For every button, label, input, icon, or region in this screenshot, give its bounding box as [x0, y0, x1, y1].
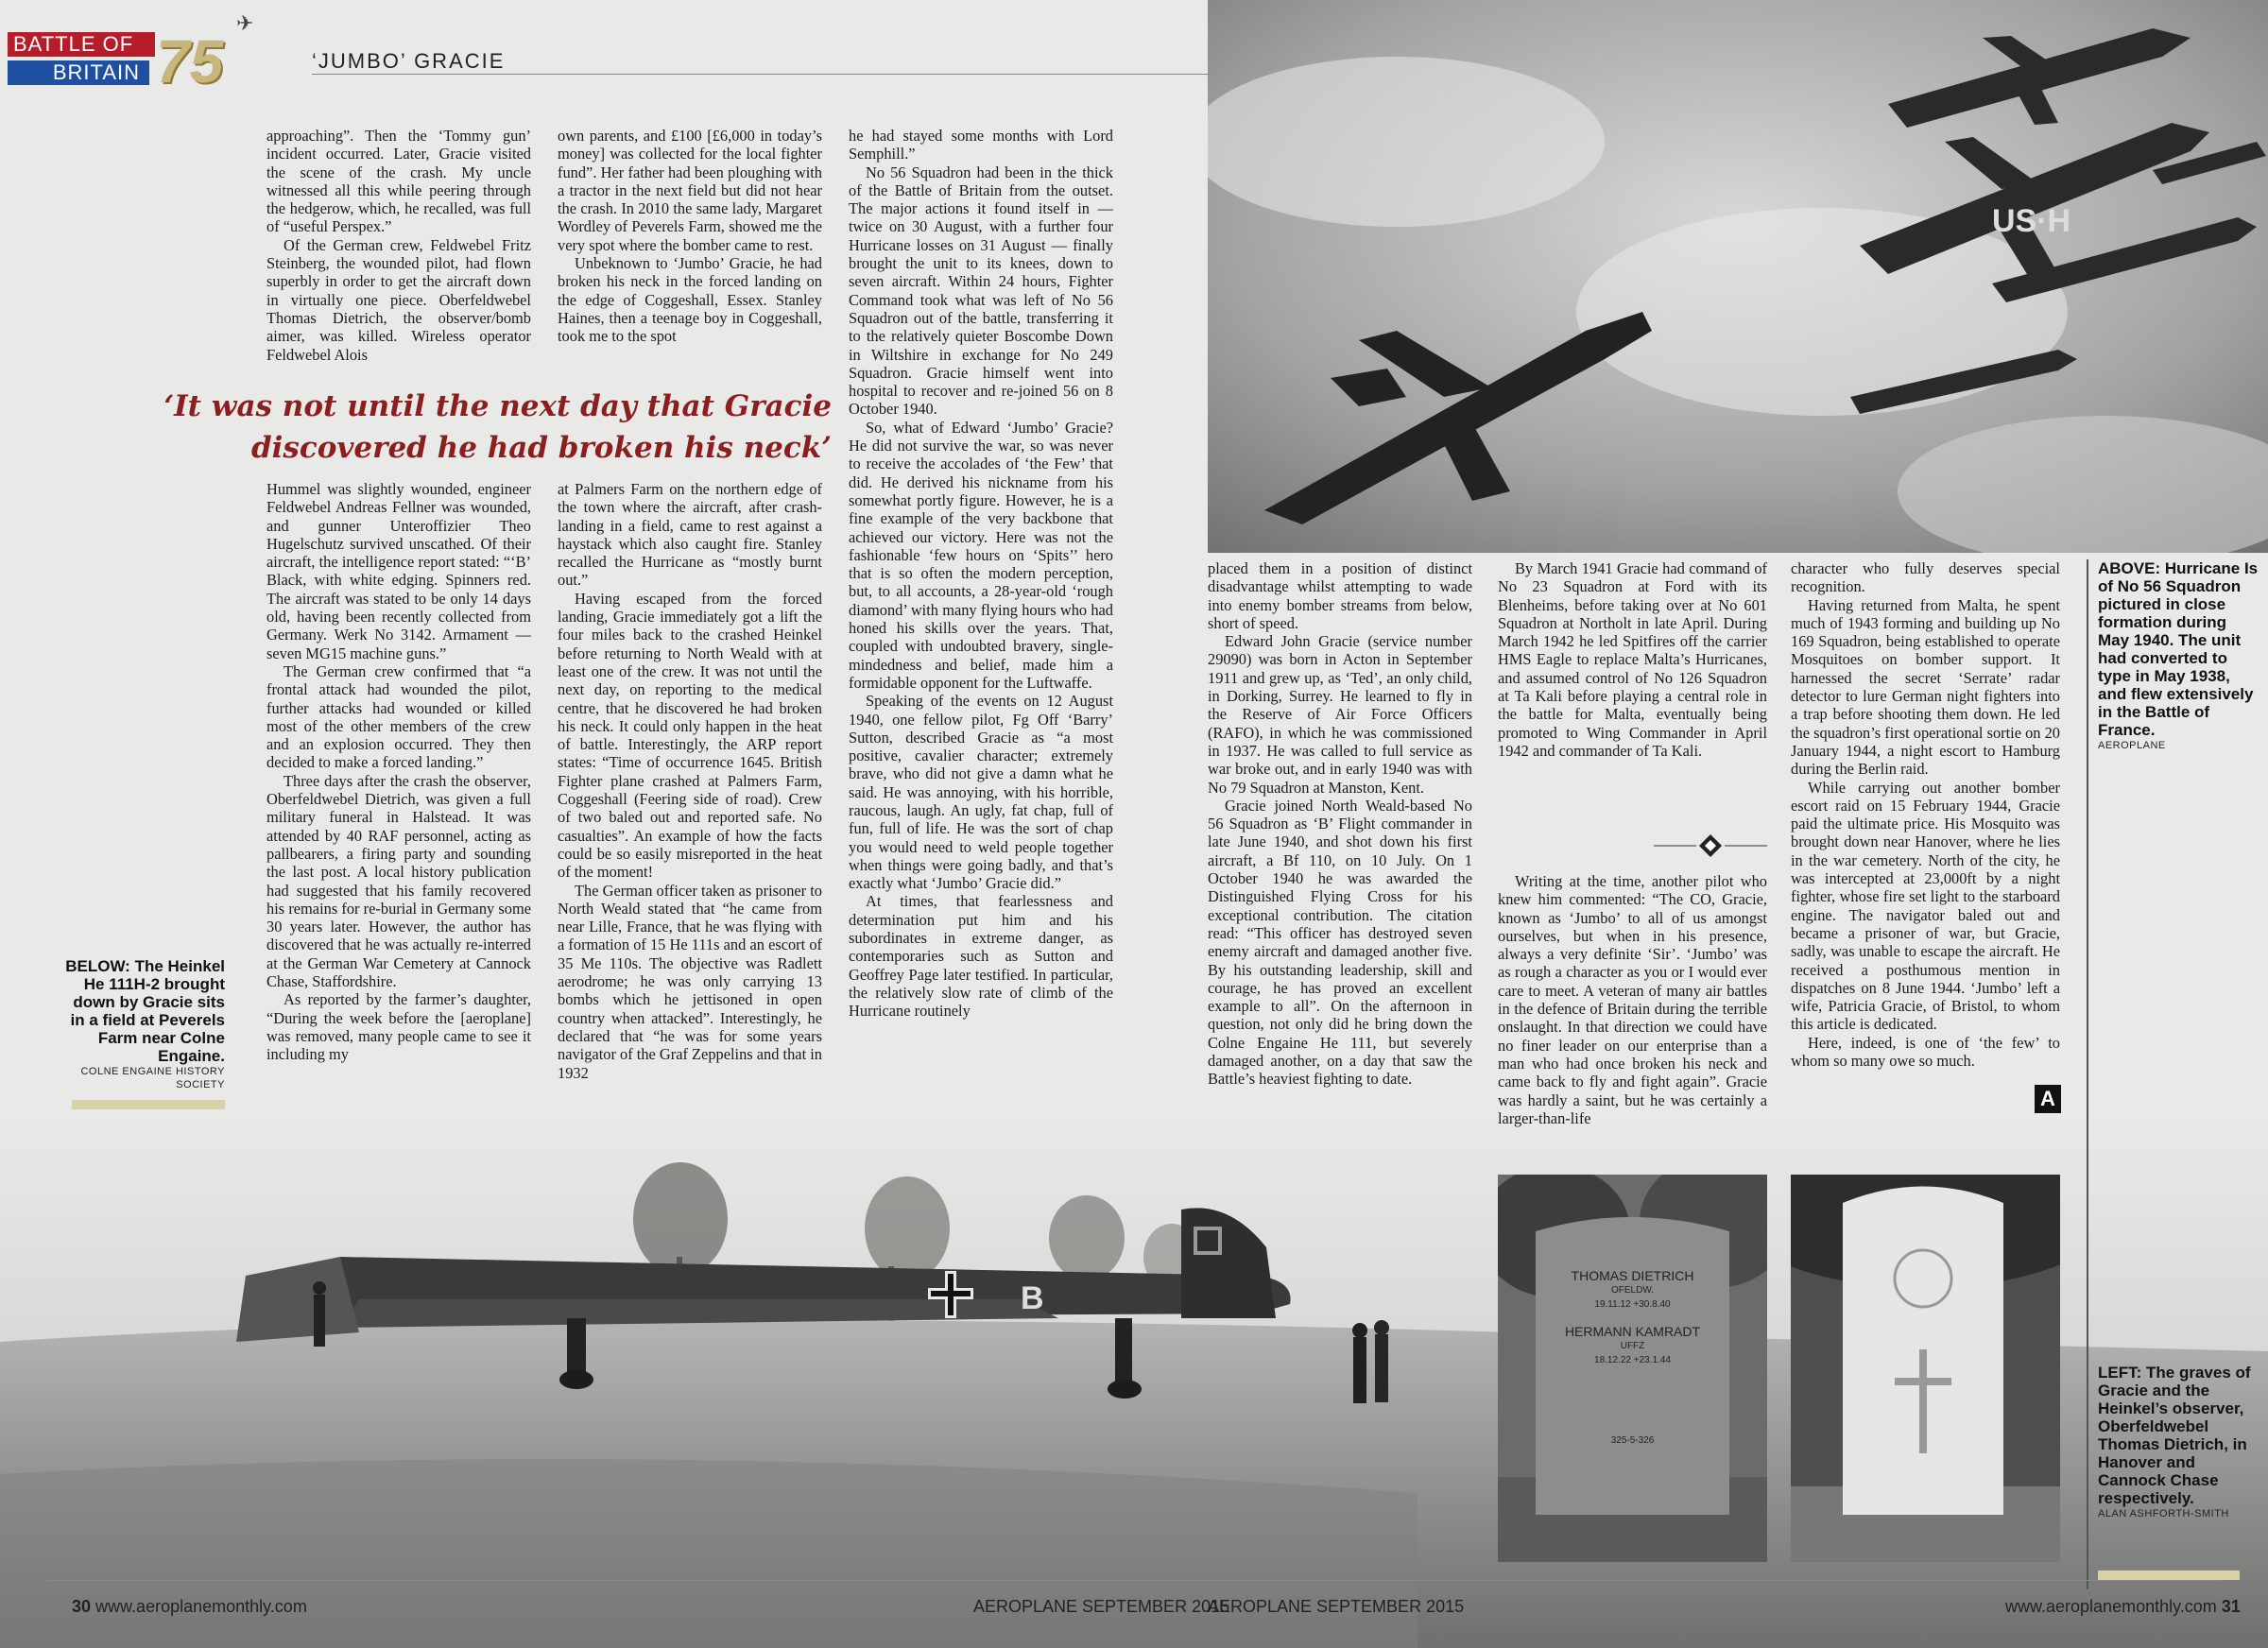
article-paragraph: By March 1941 Gracie had command of No 23 Squadron at Ford with its Blenheims, before taking over at No 601 Squadron at Northolt in late April. During March 1942 he led Spitfires off the carrier HMS Eagle to replace Malta’s Hurricanes, and assumed control of No 126 Squadron at Ta Kali before playing a central role in the battle for Malta, eventually being promoted to Wing Commander in April 1942 and commander of Ta Kali.	[1498, 559, 1767, 760]
article-paragraph: Speaking of the events on 12 August 1940, one fellow pilot, Fg Off ‘Barry’ Sutton, described Gracie as “a most positive, cavalier character; extremely brave, who did not give a damn what he said. He was annoying, with his horrible, raucous, laugh. An ugly, fat chap, full of fun, full of life. He was the sort of chap you would need to weld people together when things were going badly, and that’s exactly what ‘Jumbo’ Gracie did.”	[849, 692, 1113, 893]
article-paragraph: So, what of Edward ‘Jumbo’ Gracie? He did not survive the war, so was never to receive the accolades of ‘the Few’ that did. He derived his nickname from his somewhat portly figure. However, he is a fine example of the very backbone that achieved our victory. Here was not the fashionable ‘few hours on ‘Spits’’ hero that is so often the modern perception, but, to all accounts, a 28-year-old ‘rough diamond’ with many flying hours who had honed his skills over the years. That, coupled with undoubted bravery, single-mindedness and belief, made him a formidable opponent for the Luftwaffe.	[849, 418, 1113, 692]
banner-line-2: BRITAIN	[8, 60, 149, 85]
grave-ref: 325-5-326	[1610, 1435, 1655, 1446]
article-paragraph: The German officer taken as prisoner to North Weald stated that “he came from near Lille, France, that he was flying with a formation of 15 He 111s and an escort of 35 Me 110s. The objective was Radlett aerodrome; he was only carrying 13 bombs which he jettisoned in open country when attacked”. Interestingly, he declared that “he was for some years navigator of the Graf Zeppelins and that in 1932	[558, 881, 822, 1082]
article-paragraph: approaching”. Then the ‘Tommy gun’ incident occurred. Later, Gracie visited the scene of the crash. My uncle witnessed all this while peering through the hedgerow, which, he recalled, was full of “useful Perspex.”	[266, 127, 531, 236]
caption-below-credit: COLNE ENGAINE HISTORY SOCIETY	[80, 1066, 225, 1090]
column-5-bottom	[1498, 872, 1767, 1127]
dietrich-grave-photo	[1498, 1175, 1767, 1562]
caption-above-lead: ABOVE:	[2098, 559, 2161, 577]
grave-name-2: HERMANN KAMRADT	[1564, 1324, 1701, 1339]
caption-left-text: The graves of Gracie and the Heinkel’s observer, Oberfeldwebel Thomas Dietrich, in Hanover and Cannock Chase respectively.	[2098, 1364, 2251, 1507]
end-of-article-icon: A	[2035, 1085, 2061, 1113]
footer-issue-left: AEROPLANE SEPTEMBER 2015	[973, 1597, 1230, 1616]
article-paragraph: The German crew confirmed that “a frontal attack had wounded the pilot, further attacks had wounded or killed most of the other members of the crew and an explosion occurred. They then decided to make a forced landing.”	[266, 661, 531, 772]
article-paragraph: Writing at the time, another pilot who knew him commented: “The CO, Gracie, known as ‘Jumbo’ to all of us amongst ourselves, but when in his presence, always a very definite ‘Sir’. ‘Jumbo’ was as rough a character as you or I would ever care to meet. A veteran of many air battles in the defence of Britain during the terrible onslaught. In that direction we could have no finer leader on our enterprise than a man who had once broken his neck and came back to fly and fight again”. Gracie was hardly a saint, but he was certainly a larger-than-life	[1498, 872, 1767, 1127]
svg-text:US·H: US·H	[1992, 203, 2071, 239]
caption-left-bar	[2098, 1571, 2240, 1580]
hurricane-image	[1208, 0, 2268, 553]
article-paragraph: While carrying out another bomber escort raid on 15 February 1944, Gracie paid the ultimate price. His Mosquito was brought down near Hanover, where he lies in the war cemetery. North of the city, he was intercepted at 23,000ft by a night fighter, whose fire set light to the starboard engine. The navigator baled out and became a prisoner of war, but Gracie, sadly, was unable to escape the aircraft. He received a posthumous mention in dispatches on 8 June 1944. ‘Jumbo’ left a wife, Patricia Gracie, of Bristol, to whom this article is dedicated.	[1791, 778, 2060, 1034]
caption-below	[57, 957, 225, 1091]
column-2-bottom	[558, 480, 822, 1082]
article-paragraph: As reported by the farmer’s daughter, “During the week before the [aeroplane] was removed, many people came to see it including my	[266, 990, 531, 1064]
article-paragraph: Of the German crew, Feldwebel Fritz Steinberg, the wounded pilot, had flown superbly in order to get the aircraft down in virtually one piece. Oberfeldwebel Thomas Dietrich, the observer/bomb aimer, was killed. Wireless operator Feldwebel Alois	[266, 235, 531, 364]
footer-rule	[47, 1580, 2221, 1581]
diamond-divider-icon	[1654, 832, 1767, 860]
banner-line-1: BATTLE OF	[8, 32, 155, 57]
article-paragraph: Hummel was slightly wounded, engineer Feldwebel Andreas Fellner was wounded, and gunner Unteroffizier Theo Hugelschutz survived unscathed. Of their aircraft, the intelligence report stated: “‘B’ Black, with white edging. Spinners red. The aircraft was stated to be only 14 days old, having been recently collected from Germany. Werk No 3142. Armament — seven MG15 machine guns.”	[266, 480, 531, 662]
grave-rank-2: UFFZ	[1620, 1341, 1645, 1351]
footer-url-right: www.aeroplanemonthly.com	[2005, 1597, 2217, 1616]
grave-dates: 19.11.12 +30.8.40	[1594, 1299, 1671, 1310]
column-6	[1791, 559, 2060, 1070]
banner-number: 75	[156, 27, 224, 95]
battle-of-britain-75-banner	[0, 11, 254, 95]
article-paragraph: At times, that fearlessness and determination put him and his subordinates in extreme danger, as contemporaries such as Sutton and Geoffrey Page later testified. In particular, the relatively slow rate of climb of the Hurricane routinely	[849, 892, 1113, 1021]
caption-left-lead: LEFT:	[2098, 1364, 2142, 1382]
article-paragraph: own parents, and £100 [£6,000 in today’s money] was collected for the local fighter fund”. Her father had been ploughing with a tractor in the next field but did not hear the crash. In 2010 the same lady, Margaret Wordley of Peverels Farm, showed me the very spot where the bomber came to rest.	[558, 127, 822, 254]
svg-text:B: B	[1021, 1280, 1044, 1316]
footer-url-left: www.aeroplanemonthly.com	[95, 1597, 307, 1616]
header-rule	[312, 74, 1210, 75]
footer-left	[72, 1597, 307, 1617]
article-paragraph: placed them in a position of distinct disadvantage whilst attempting to wade into enemy bomber streams from below, short of speed.	[1208, 559, 1472, 632]
caption-below-bar	[72, 1100, 225, 1109]
column-1-bottom	[266, 480, 531, 1064]
spitfire-icon: ✈	[236, 11, 254, 35]
grave-inscription	[1536, 1269, 1729, 1448]
column-5-top	[1498, 559, 1767, 760]
footer-issue-right: AEROPLANE SEPTEMBER 2015	[1208, 1597, 1465, 1616]
pull-quote: ‘It was not until the next day that Gracie discovered he had broken his neck’	[163, 389, 832, 465]
column-2-top	[558, 127, 822, 346]
grave-dates-2: 18.12.22 +23.1.44	[1594, 1355, 1671, 1365]
grave-name: THOMAS DIETRICH	[1571, 1268, 1694, 1283]
grave-image-right	[1791, 1175, 2060, 1562]
grave-rank: OFELDW.	[1610, 1285, 1654, 1296]
caption-rule	[2087, 559, 2088, 1589]
page-number-right: 31	[2221, 1597, 2241, 1616]
article-paragraph: Having escaped from the forced landing, Gracie immediately got a lift the four miles back to the crashed Heinkel before returning to North Weald with at least one of the crew. It was not until the next day, on reporting to the medical centre, that he discovered he had broken his neck. It could only happen in the heat of battle. Interestingly, the ARP report states: “Time of occurrence 1645. British Fighter plane crashed at Palmers Farm, Coggeshall (Feering side of road). Crew of two baled out and reported safe. No casualties”. An example of how the facts could be so easily misreported in the heat of the moment!	[558, 589, 822, 882]
section-title: ‘JUMBO’ GRACIE	[312, 49, 506, 73]
article-paragraph: Three days after the crash the observer, Oberfeldwebel Dietrich, was given a full military funeral in Halstead. It was attended by 40 RAF personnel, acting as pallbearers, a firing party and sounding the last post. A local history publication had suggested that his family recovered his remains for re-burial in Germany some 30 years later. However, the author has discovered that he was actually re-interred at the German War Cemetery at Cannock Chase, Staffordshire.	[266, 771, 531, 991]
article-paragraph: Having returned from Malta, he spent much of 1943 forming and building up No 169 Squadron, being established to operate Mosquitoes on bomber support. It harnessed the secret ‘Serrate’ radar detector to lure German night fighters into a trap before shooting them down. He led the squadron’s first operational sortie on 20 January 1944, a night escort to Hamburg during the Berlin raid.	[1791, 595, 2060, 779]
column-3	[849, 127, 1113, 1021]
page-number-left: 30	[72, 1597, 92, 1616]
article-paragraph: he had stayed some months with Lord Semphill.”	[849, 127, 1113, 163]
gracie-grave-photo	[1791, 1175, 2060, 1562]
article-paragraph: No 56 Squadron had been in the thick of the Battle of Britain from the outset. The major actions it found itself in — twice on 30 August, with a further four Hurricane losses on 31 August — finally brought the unit to its knees, down to seven aircraft. Within 24 hours, Fighter Command took what was left of No 56 Squadron out of the battle, transferring it to the relatively quieter Boscombe Down in Wiltshire in exchange for No 249 Squadron. Gracie himself went into hospital to recover and re-joined 56 on 8 October 1940.	[849, 163, 1113, 419]
article-paragraph: character who fully deserves special recognition.	[1791, 559, 2060, 596]
footer-right	[2005, 1597, 2241, 1617]
article-paragraph: Edward John Gracie (service number 29090) was born in Acton in September 1911 and grew up, as ‘Ted’, an only child, in Dorking, Surrey. He learned to fly in the Reserve of Air Force Officers (RAFO), in which he was commissioned in 1937. He was called to full service as war broke out, and in early 1940 was with No 79 Squadron at Manston, Kent.	[1208, 632, 1472, 797]
caption-above-credit: AEROPLANE	[2098, 740, 2166, 751]
caption-above-text: Hurricane Is of No 56 Squadron pictured in close formation during May 1940. The unit had converted to type in May 1938, and flew extensively in the Battle of France.	[2098, 559, 2259, 739]
caption-above	[2098, 559, 2259, 752]
hurricane-formation-photo	[1208, 0, 2268, 553]
column-4	[1208, 559, 1472, 1089]
article-paragraph: Gracie joined North Weald-based No 56 Squadron as ‘B’ Flight commander in late June 1940, and shot down his first aircraft, a Bf 110, on 10 July. On 1 October 1940 he was awarded the Distinguished Flying Cross for his exceptional contribution. The citation read: “This officer has destroyed seven enemy aircraft and damaged another five. By his outstanding leadership, skill and courage, he has proved an excellent example to all”. On the afternoon in question, not only did he bring down the Colne Engaine He 111, but severely damaged another, on a day that saw the Battle’s heaviest fighting to date.	[1208, 796, 1472, 1089]
article-paragraph: at Palmers Farm on the northern edge of the town where the aircraft, after crash-landing in a field, came to rest against a haystack which also caught fire. Stanley recalled the Hurricane as “mostly burnt out.”	[558, 480, 822, 590]
article-paragraph: Here, indeed, is one of ‘the few’ to whom so many owe so much.	[1791, 1033, 2060, 1071]
column-1-top	[266, 127, 531, 364]
caption-left	[2098, 1364, 2259, 1520]
diamond-divider	[1654, 832, 1767, 860]
caption-below-text: The Heinkel He 111H-2 brought down by Gracie sits in a field at Peverels Farm near Colne Engaine.	[70, 957, 225, 1065]
article-paragraph: Unbeknown to ‘Jumbo’ Gracie, he had broken his neck in the forced landing on the edge of Coggeshall, Essex. Stanley Haines, then a teenage boy in Coggeshall, took me to the spot	[558, 254, 822, 346]
caption-below-lead: BELOW:	[65, 957, 130, 975]
caption-left-credit: ALAN ASHFORTH-SMITH	[2098, 1508, 2229, 1519]
